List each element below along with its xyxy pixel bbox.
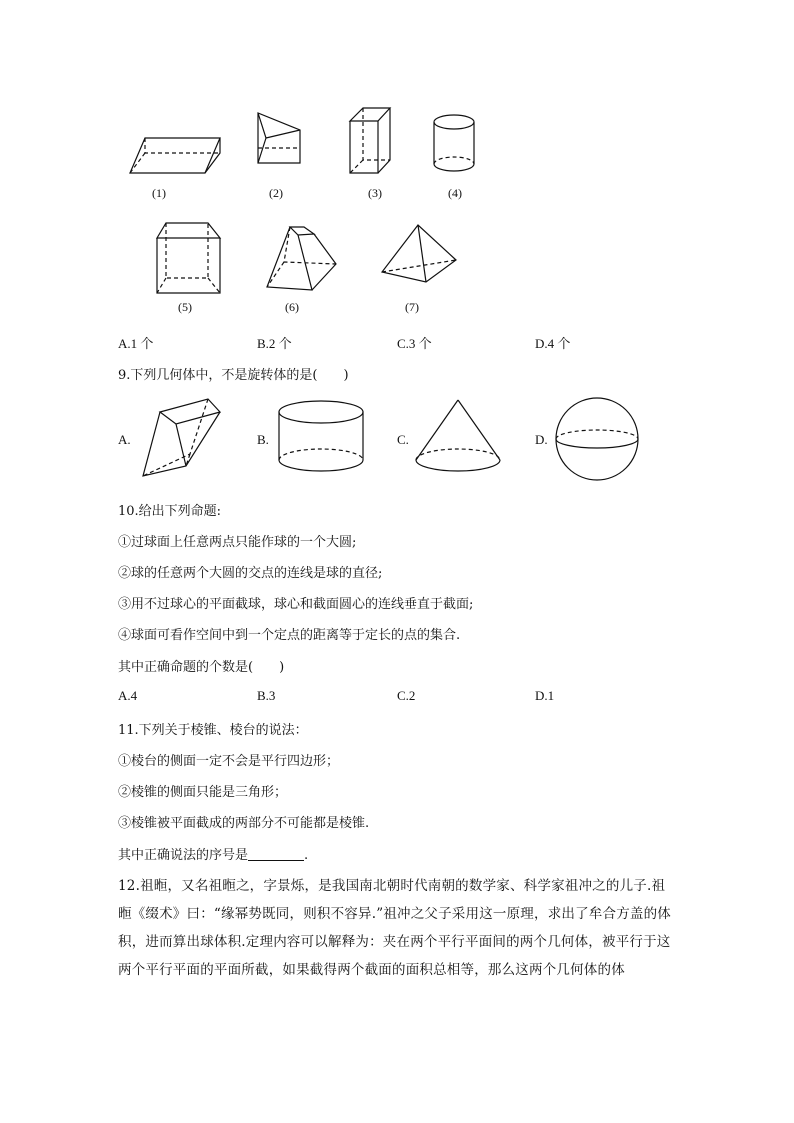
q10-option-c: C.2: [397, 688, 416, 703]
q11-question-end: .: [304, 848, 309, 863]
q9-option-d-letter: D.: [535, 432, 548, 447]
figure-7-tetrahedron: [378, 220, 460, 286]
answer-blank: [248, 848, 304, 861]
figure-label: (5): [178, 300, 192, 314]
q10-item-3: ③用不过球心的平面截球，球心和截面圆心的连线垂直于截面;: [118, 597, 474, 612]
figure-2-frustum: [248, 108, 308, 178]
q10-item-4: ④球面可看作空间中到一个定点的距离等于定长的点的集合.: [118, 628, 461, 643]
q9-figure-b-cylinder: [275, 398, 367, 478]
figure-1-prism: [125, 125, 225, 180]
figure-label: (3): [368, 186, 382, 200]
q11-item-1: ①棱台的侧面一定不会是平行四边形；: [118, 754, 340, 769]
figure-label: (4): [448, 186, 462, 200]
q9-stem: 9.下列几何体中，不是旋转体的是( ): [118, 368, 349, 383]
q10-option-b: B.3: [257, 688, 276, 703]
q8-option-d: D.4 个: [535, 336, 571, 351]
q8-option-a: A.1 个: [118, 336, 154, 351]
q11-item-3: ③棱锥被平面截成的两部分不可能都是棱锥.: [118, 816, 370, 831]
q11-question: 其中正确说法的序号是: [118, 848, 249, 863]
q10-question: 其中正确命题的个数是( ): [118, 660, 285, 675]
q10-option-a: A.4: [118, 688, 138, 703]
figure-4-cylinder: [430, 112, 480, 177]
figure-5-frustum-box: [152, 218, 224, 296]
q9-option-c-letter: C.: [397, 432, 409, 447]
figure-label: (2): [269, 186, 283, 200]
q8-option-b: B.2 个: [257, 336, 292, 351]
q9-figure-c-cone: [412, 396, 504, 478]
figure-label: (6): [285, 300, 299, 314]
q9-figure-d-sphere: [550, 396, 644, 482]
figure-3-cuboid: [345, 103, 395, 178]
q9-option-b-letter: B.: [257, 432, 269, 447]
q10-item-2: ②球的任意两个大圆的交点的连线是球的直径;: [118, 566, 383, 581]
q10-option-d: D.1: [535, 688, 555, 703]
q10-item-1: ①过球面上任意两点只能作球的一个大圆;: [118, 535, 357, 550]
figure-label: (7): [405, 300, 419, 314]
figure-label: (1): [152, 186, 166, 200]
q11-item-2: ②棱锥的侧面只能是三角形；: [118, 785, 288, 800]
q9-figure-a-oblique-prism: [138, 394, 226, 484]
q11-stem: 11.下列关于棱锥、棱台的说法：: [118, 723, 308, 738]
q12-paragraph: 12.祖暅，又名祖暅之，字景烁，是我国南北朝时代南朝的数学家、科学家祖冲之的儿子.祖暅《缀术》曰：“缘幂势既同，则积不容异.”祖冲之父子采用这一原理，求出了牟合方盖的体积，进而算出球体积.定理内容可以解释为：夹在两个平行平面间的两个几何体，被平行于这两个平行平面的平面所截，如果截得两个截面的面积总相等，那么这两个几何体的体: [118, 878, 671, 978]
figure-6-pyramid-frustum: [262, 222, 342, 294]
q8-option-c: C.3 个: [397, 336, 432, 351]
q10-stem: 10.给出下列命题:: [118, 504, 222, 519]
q9-option-a-letter: A.: [118, 432, 131, 447]
q11-question-line: [118, 844, 308, 863]
